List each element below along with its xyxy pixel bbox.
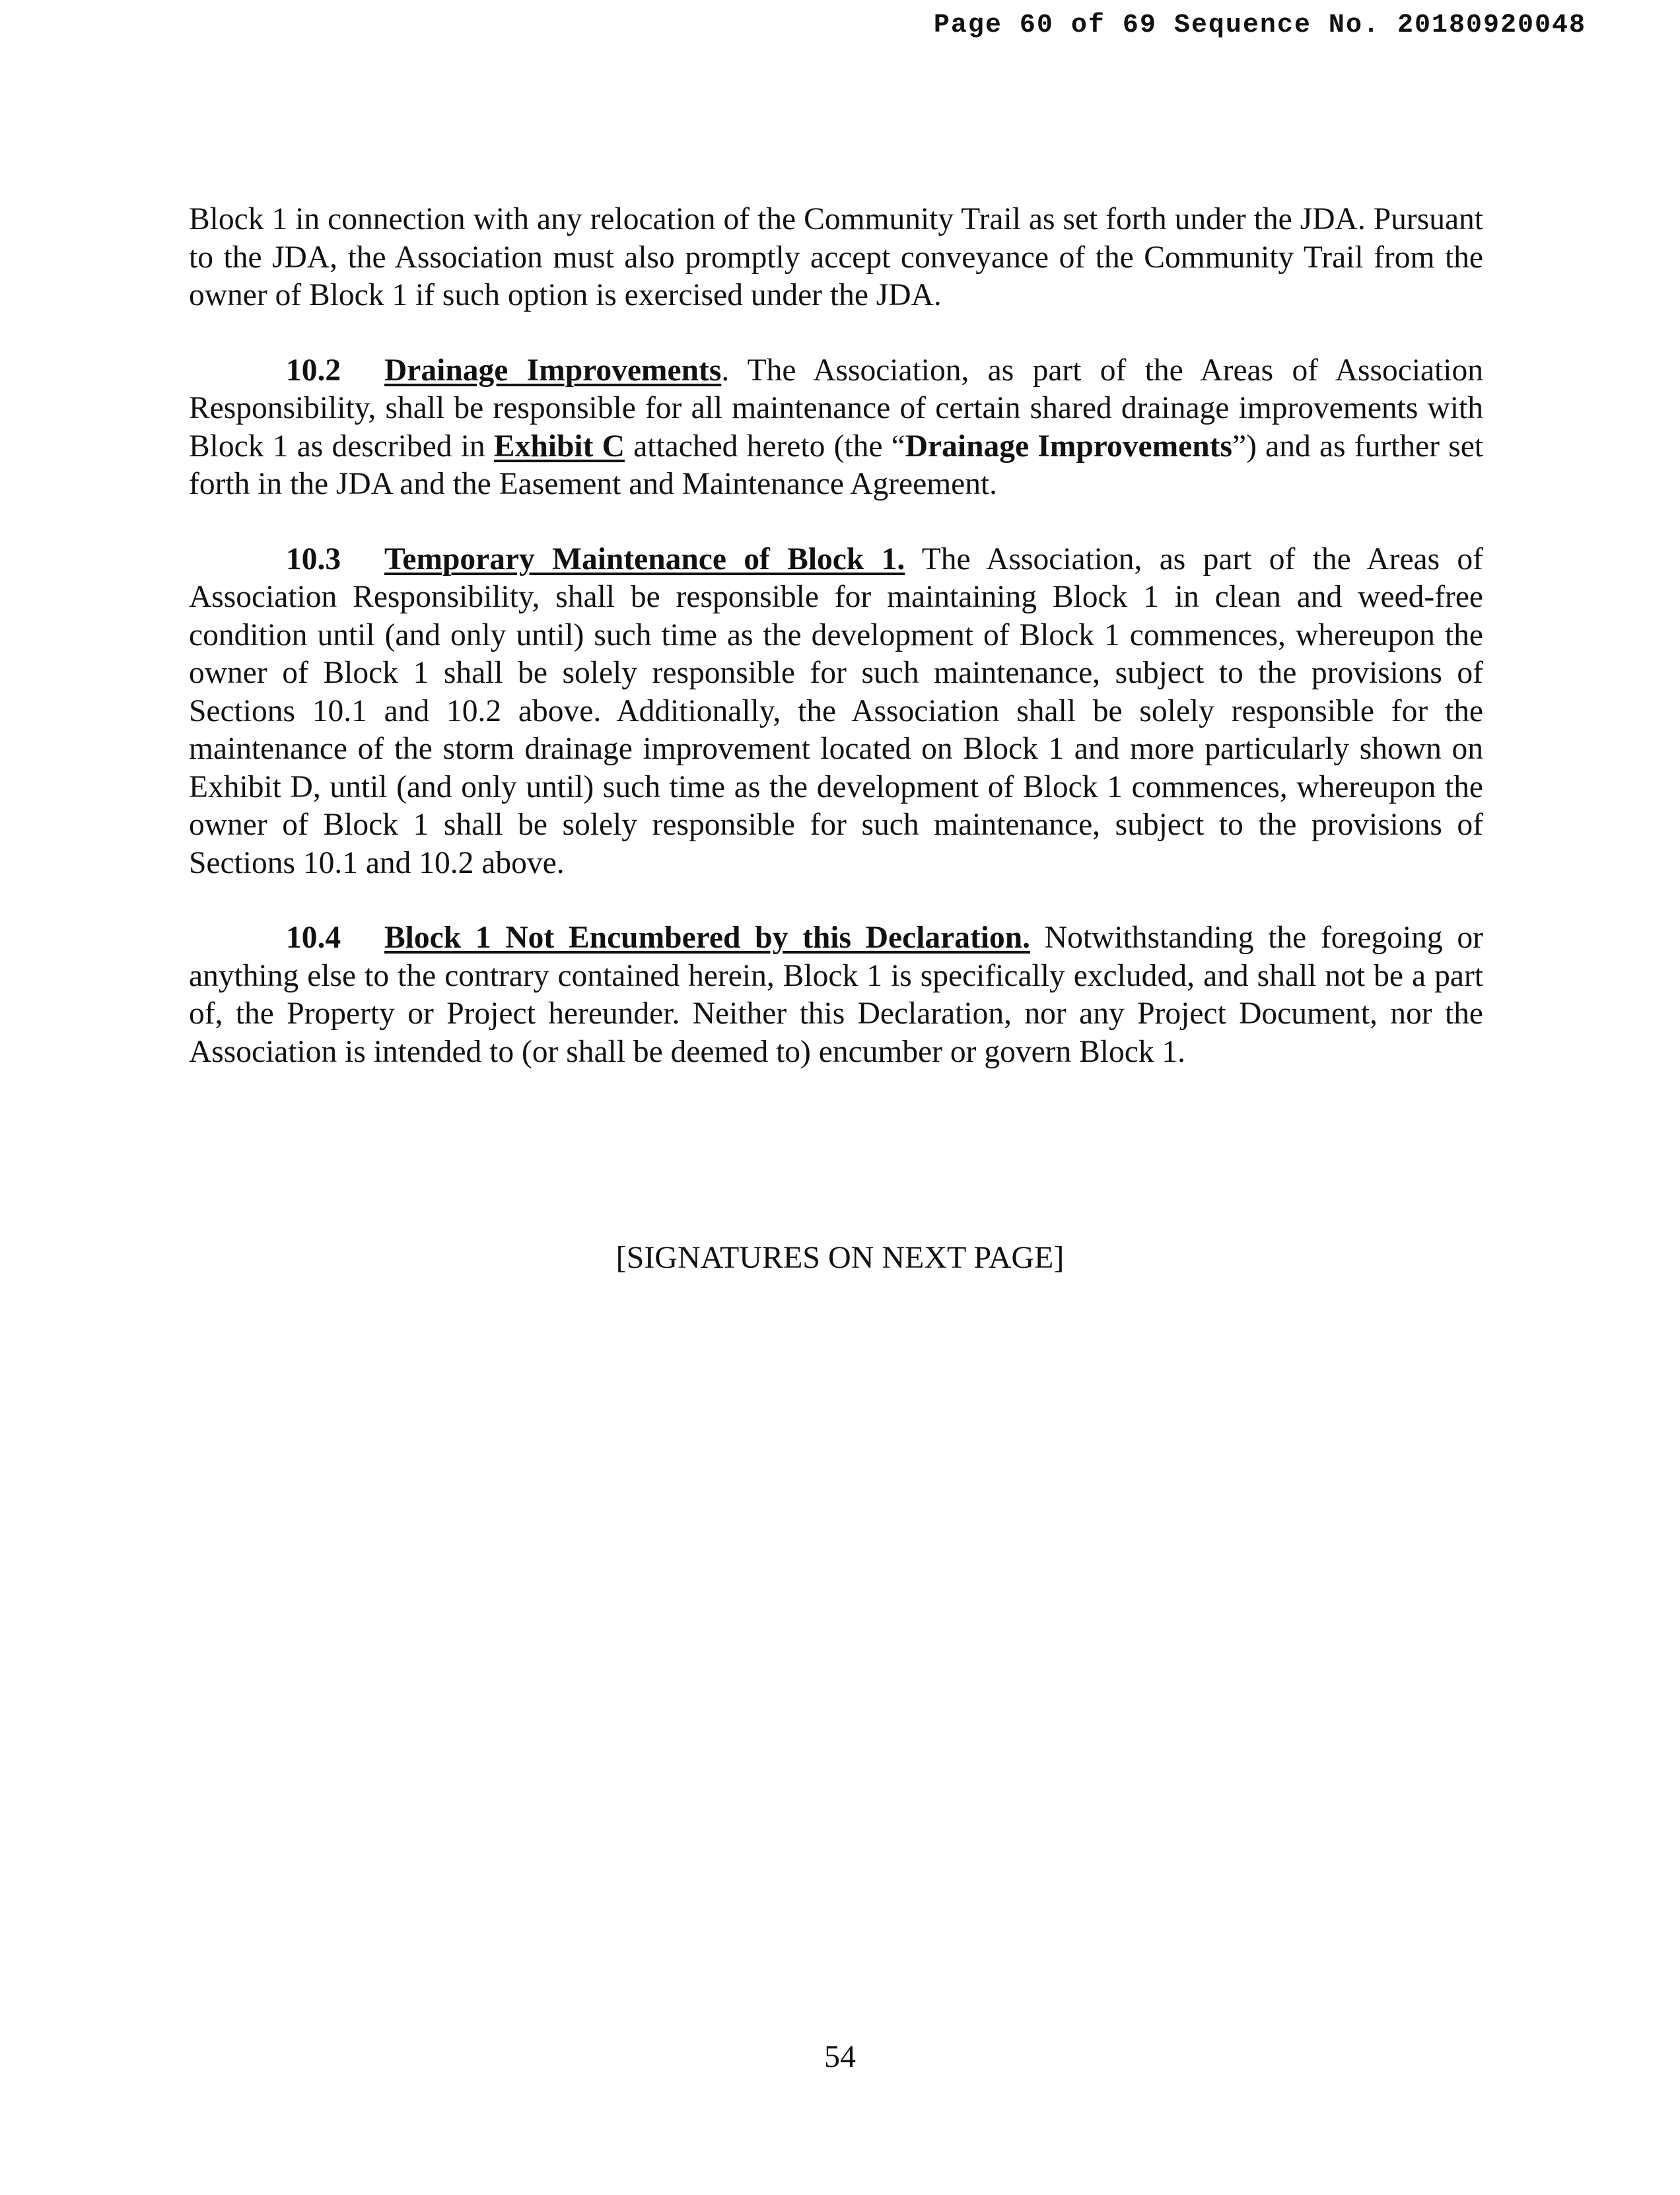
signatures-note: [SIGNATURES ON NEXT PAGE] bbox=[615, 1240, 1065, 1275]
section-10-3 bbox=[189, 541, 1483, 883]
section-text: The Association, as part of the Areas of Association Responsibility, shall be responsible for maintaining Block 1 in clean and weed-free condition until (and only until) such time as the development of Block 1 commences, whereupon the owner of Block 1 shall be solely responsible for such maintenance, subject to the provisions of Sections 10.1 and 10.2 above. Additionally, the Association shall be solely responsible for the maintenance of the storm drainage improvement located on Block 1 and more particularly shown on Exhibit D, until (and only until) such time as the development of Block 1 commences, whereupon the owner of Block 1 shall be solely responsible for such maintenance, subject to the provisions of Sections 10.1 and 10.2 above. bbox=[189, 541, 1483, 880]
section-heading: Temporary Maintenance of Block 1. bbox=[384, 541, 905, 576]
section-10-4 bbox=[189, 919, 1483, 1071]
section-number: 10.4 bbox=[286, 921, 341, 955]
section-heading: Block 1 Not Encumbered by this Declaration. bbox=[384, 921, 1031, 955]
section-number: 10.3 bbox=[286, 541, 341, 576]
section-text: Notwithstanding the foregoing or anything else to the contrary contained herein, Block 1 is specifically excluded, and shall not be a part of, the Property or Project hereunder. Neither this Declaration, nor any Project Document, nor the Association is intended to (or shall be deemed to) encumber or govern Block 1. bbox=[189, 921, 1483, 1069]
heading-period: . bbox=[721, 353, 730, 388]
section-text: attached hereto (the “ bbox=[624, 429, 905, 464]
exhibit-reference: Exhibit C bbox=[493, 429, 625, 464]
section-text: The Association, as part of the Areas of Association Responsibility, shall be responsible for all maintenance of certain shared drainage improvements with Block 1 as described in bbox=[189, 353, 1483, 464]
intro-paragraph: Block 1 in connection with any relocation of the Community Trail as set forth under the JDA. Pursuant to the JDA, the Association must also promptly accept conveyance of the Community Trail from the owner of Block 1 if such option is exercised under the JDA. bbox=[189, 202, 1483, 312]
document-body bbox=[189, 201, 1483, 1108]
section-10-2 bbox=[189, 352, 1483, 504]
section-text: ”) and as further set forth in the JDA and the Easement and Maintenance Agreement. bbox=[189, 429, 1483, 501]
section-number: 10.2 bbox=[286, 353, 341, 388]
page-header: Page 60 of 69 Sequence No. 20180920048 bbox=[933, 11, 1586, 40]
section-heading: Drainage Improvements bbox=[384, 353, 722, 388]
page-number: 54 bbox=[824, 2039, 856, 2074]
defined-term: Drainage Improvements bbox=[905, 429, 1232, 464]
